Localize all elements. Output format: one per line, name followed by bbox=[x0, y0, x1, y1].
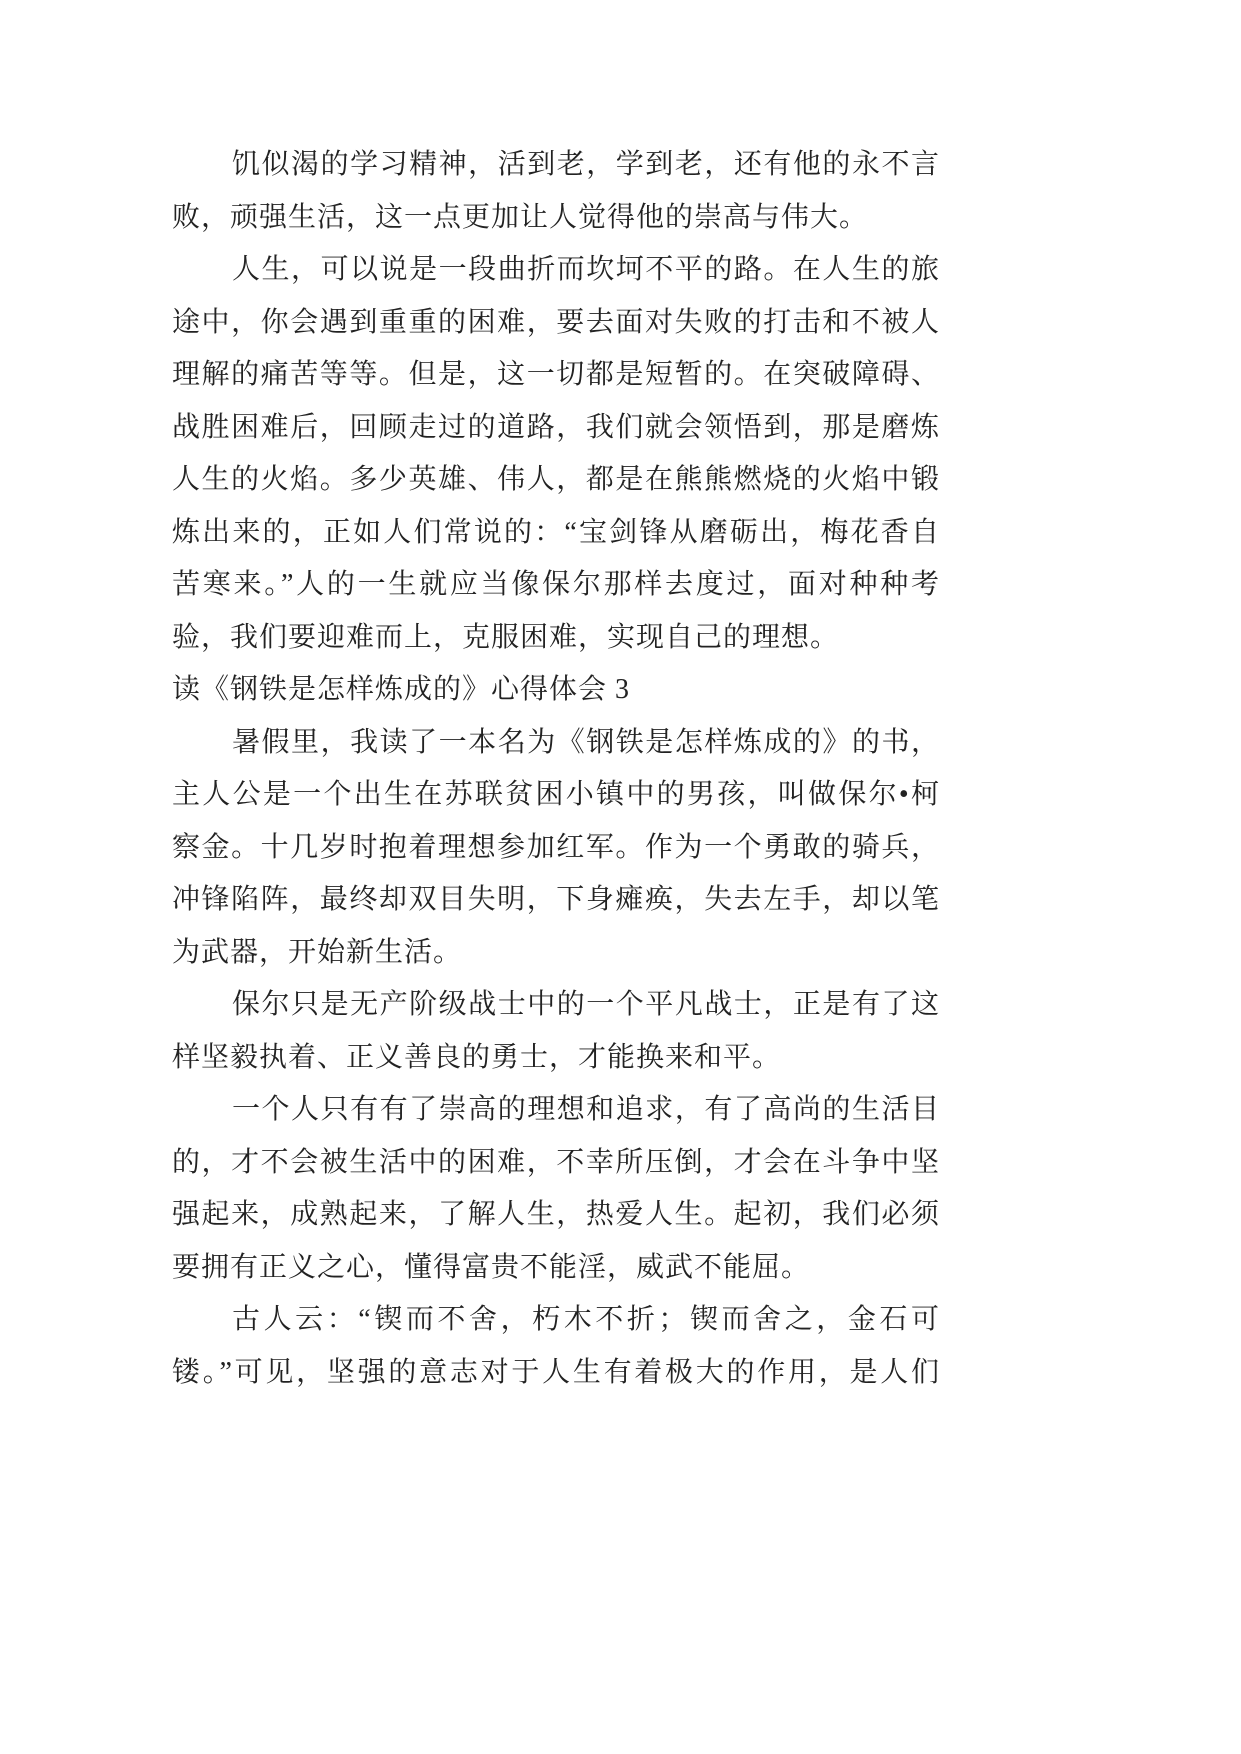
text-line: 要拥有正义之心，懂得富贵不能淫，威武不能屈。 bbox=[172, 1251, 811, 1283]
text-line: 苦寒来。”人的一生就应当像保尔那样去度过，面对种种考 bbox=[172, 569, 940, 600]
text-line: 察金。十几岁时抱着理想参加红军。作为一个勇敢的骑兵， bbox=[172, 831, 940, 863]
text-line: 败，顽强生活，这一点更加让人觉得他的崇高与伟大。 bbox=[172, 201, 869, 233]
text-line: 验，我们要迎难而上，克服困难，实现自己的理想。 bbox=[172, 621, 840, 653]
text-line: 保尔只是无产阶级战士中的一个平凡战士，正是有了这 bbox=[232, 989, 940, 1020]
document-page bbox=[172, 139, 940, 1399]
paragraph bbox=[172, 717, 940, 980]
section-heading: 读《钢铁是怎样炼成的》心得体会 3 bbox=[172, 674, 631, 705]
text-line: 古人云：“锲而不舍，朽木不折；锲而舍之，金石可 bbox=[232, 1304, 940, 1335]
text-line: 饥似渴的学习精神，活到老，学到老，还有他的永不言 bbox=[232, 149, 940, 180]
paragraph bbox=[172, 1294, 940, 1399]
text-line: 主人公是一个出生在苏联贫困小镇中的男孩，叫做保尔•柯 bbox=[172, 779, 940, 810]
paragraph bbox=[172, 139, 940, 244]
text-line: 为武器，开始新生活。 bbox=[172, 936, 463, 968]
text-line: 战胜困难后，回顾走过的道路，我们就会领悟到，那是磨炼 bbox=[172, 411, 940, 443]
text-line: 人生的火焰。多少英雄、伟人，都是在熊熊燃烧的火焰中锻 bbox=[172, 464, 940, 495]
paragraph bbox=[172, 244, 940, 664]
text-line: 暑假里，我读了一本名为《钢铁是怎样炼成的》的书， bbox=[232, 726, 940, 758]
text-line: 人生，可以说是一段曲折而坎坷不平的路。在人生的旅 bbox=[232, 254, 940, 285]
text-line: 炼出来的，正如人们常说的：“宝剑锋从磨砺出，梅花香自 bbox=[172, 516, 940, 548]
text-line: 理解的痛苦等等。但是，这一切都是短暂的。在突破障碍、 bbox=[172, 359, 940, 390]
text-line: 镂。”可见，坚强的意志对于人生有着极大的作用，是人们 bbox=[172, 1356, 940, 1388]
text-line: 的，才不会被生活中的困难，不幸所压倒，才会在斗争中坚 bbox=[172, 1146, 940, 1178]
paragraph bbox=[172, 979, 940, 1084]
text-line: 途中，你会遇到重重的困难，要去面对失败的打击和不被人 bbox=[172, 306, 940, 338]
text-line: 冲锋陷阵，最终却双目失明，下身瘫痪，失去左手，却以笔 bbox=[172, 884, 940, 915]
paragraph bbox=[172, 1084, 940, 1294]
text-line: 强起来，成熟起来，了解人生，热爱人生。起初，我们必须 bbox=[172, 1199, 940, 1230]
text-line: 样坚毅执着、正义善良的勇士，才能换来和平。 bbox=[172, 1041, 782, 1073]
text-line: 一个人只有有了崇高的理想和追求，有了高尚的生活目 bbox=[232, 1094, 940, 1125]
